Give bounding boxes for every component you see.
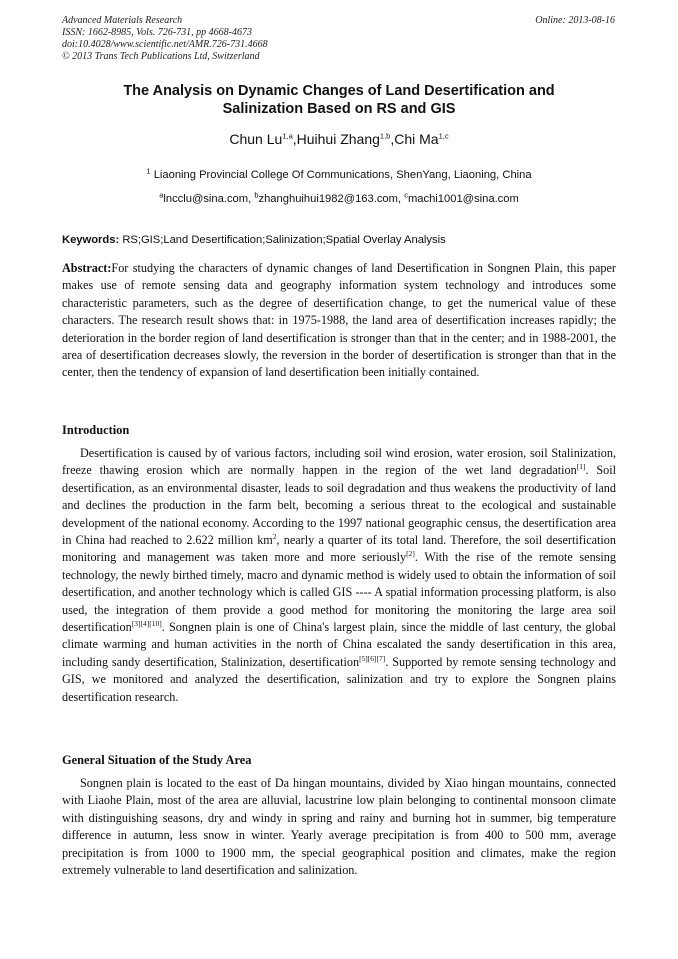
issn-line: ISSN: 1662-8985, Vols. 726-731, pp 4668-4673 — [62, 27, 252, 38]
intro-text: , nearly a quarter of its total land. Therefore, the soil desertification monitoring and management was taken more and more seriously — [62, 533, 616, 565]
section-heading-study-area: General Situation of the Study Area — [62, 753, 252, 767]
intro-text: . With the rise of the remote sensing technology, the newly birthed timely, macro and dynamic method is widely used to obtain the information of soil desertification, and another technology which is called GIS ---- A spatial information processing platform, is also used, the integration of them provide a good method for monitoring the monitoring the large area soil desertification — [62, 550, 616, 635]
email-address[interactable]: lncclu@sina.com — [163, 193, 249, 205]
affiliation-text: Liaoning Provincial College Of Communications, ShenYang, Liaoning, China — [153, 169, 532, 181]
intro-text: . Songnen plain is one of China's largest plain, since the middle of last century, the global climate warming and human activities in the north of China escalated the sandy desertification in this area, including sandy desertification, Stalinization, desertification — [62, 620, 616, 669]
paper-title — [62, 82, 616, 118]
keywords-text: RS;GIS;Land Desertification;Salinization;Spatial Overlay Analysis — [122, 234, 446, 246]
affiliation-mark: 1 — [146, 166, 151, 176]
study-area-paragraph: Songnen plain is located to the east of Da hingan mountains, divided by Xiao hingan mountains, connected with Liaohe Plain, most of the area are alluvial, lacustrine low plain belonging to continental monsoon climate with distinguishing seasons, dry and windy in spring and rainy and burning hot in summer, big temperature difference in autumn, less snow in winter. Yearly average precipitation is from 400 to 500 mm, average precipitation is from 1000 to 1900 mm, the special geographical position and climates, make the region extremely vulnerable to land desertification and salinization. — [62, 776, 616, 878]
section-heading-introduction: Introduction — [62, 423, 130, 437]
introduction-paragraph — [62, 445, 616, 706]
author-name: Chun Lu — [229, 131, 283, 147]
copyright-line: © 2013 Trans Tech Publications Ltd, Switzerland — [62, 51, 260, 62]
author-name: Chi Ma — [394, 131, 439, 147]
intro-text: . Supported by remote sensing technology and GIS, we monitored and analyzed the desertification, salinization and try to explore the Songnen plains desertification research. — [62, 654, 616, 704]
author-affiliation-mark: 1,c — [438, 131, 449, 141]
author-list: Chun Lu$^{1,a}$,Huihui Zhang$^{1,b}$,Chi Ma$^{1,c}$ — [229, 131, 449, 147]
email-address[interactable]: zhanghuihui1982@163.com — [258, 193, 398, 205]
intro-text: Desertification is caused by of various factors, including soil wind erosion, water erosion, soil Stalinization, freeze thawing erosion which are normally happen in the region of the wet land degradation — [62, 446, 616, 478]
citation: [5][6][7] — [359, 653, 386, 663]
abstract-label: Abstract: — [62, 261, 112, 275]
abstract — [62, 260, 616, 382]
email-mark: a — [159, 190, 164, 200]
citation: [1] — [576, 462, 586, 472]
author-affiliation-mark: 1,b — [379, 131, 391, 141]
title-line-1: The Analysis on Dynamic Changes of Land Desertification and — [123, 83, 555, 99]
email-address[interactable]: machi1001@sina.com — [407, 193, 519, 205]
author-name: Huihui Zhang — [296, 131, 380, 147]
citation: [2] — [406, 549, 415, 559]
abstract-text: For studying the characters of dynamic changes of land Desertification in Songnen Plain, this paper makes use of remote sensing data and geography information system technology and introduces some characteristic parameters, such as the degree of desertification change, to get the numerical value of these characters. The research result shows that: in 1975-1988, the land area of desertification increases rapidly; the deterioration in the border region of land desertification is stronger than that in the center; and in 1988-2001, the area of desertification decreases slowly, the reversion in the border of desertification is stronger than that in the center, then the tendency of expansion of land desertification been initially contained. — [62, 261, 616, 380]
citation: [3][4][10] — [131, 619, 162, 628]
keywords — [62, 233, 616, 247]
online-date: Online: 2013-08-16 — [535, 15, 615, 26]
author-affiliation-mark: 1,a — [282, 131, 293, 141]
journal-name: Advanced Materials Research — [62, 15, 183, 26]
doi-line: doi:10.4028/www.scientific.net/AMR.726-731.4668 — [62, 39, 268, 50]
intro-text: . Soil desertification, as an environmental disaster, leads to soil degradation and thus weakens the productivity of land and declines the production in the farm belt, becoming a serious threat to the ecological and sustainable development of the national economy. According to the 1997 national geographic census, the desertification area in China had reached to 2.622 million km — [62, 463, 616, 548]
email-list: $^a$lncclu@sina.com, $^b$zhanghuihui1982@163.com, $^c$machi1001@sina.com — [159, 190, 519, 205]
title-line-2: Salinization Based on RS and GIS — [222, 101, 456, 117]
keywords-label: Keywords: — [62, 234, 120, 246]
affiliation — [62, 168, 616, 182]
superscript: 2 — [272, 531, 277, 541]
email-mark: c — [404, 190, 408, 200]
email-mark: b — [254, 190, 259, 200]
journal-header — [62, 15, 268, 63]
